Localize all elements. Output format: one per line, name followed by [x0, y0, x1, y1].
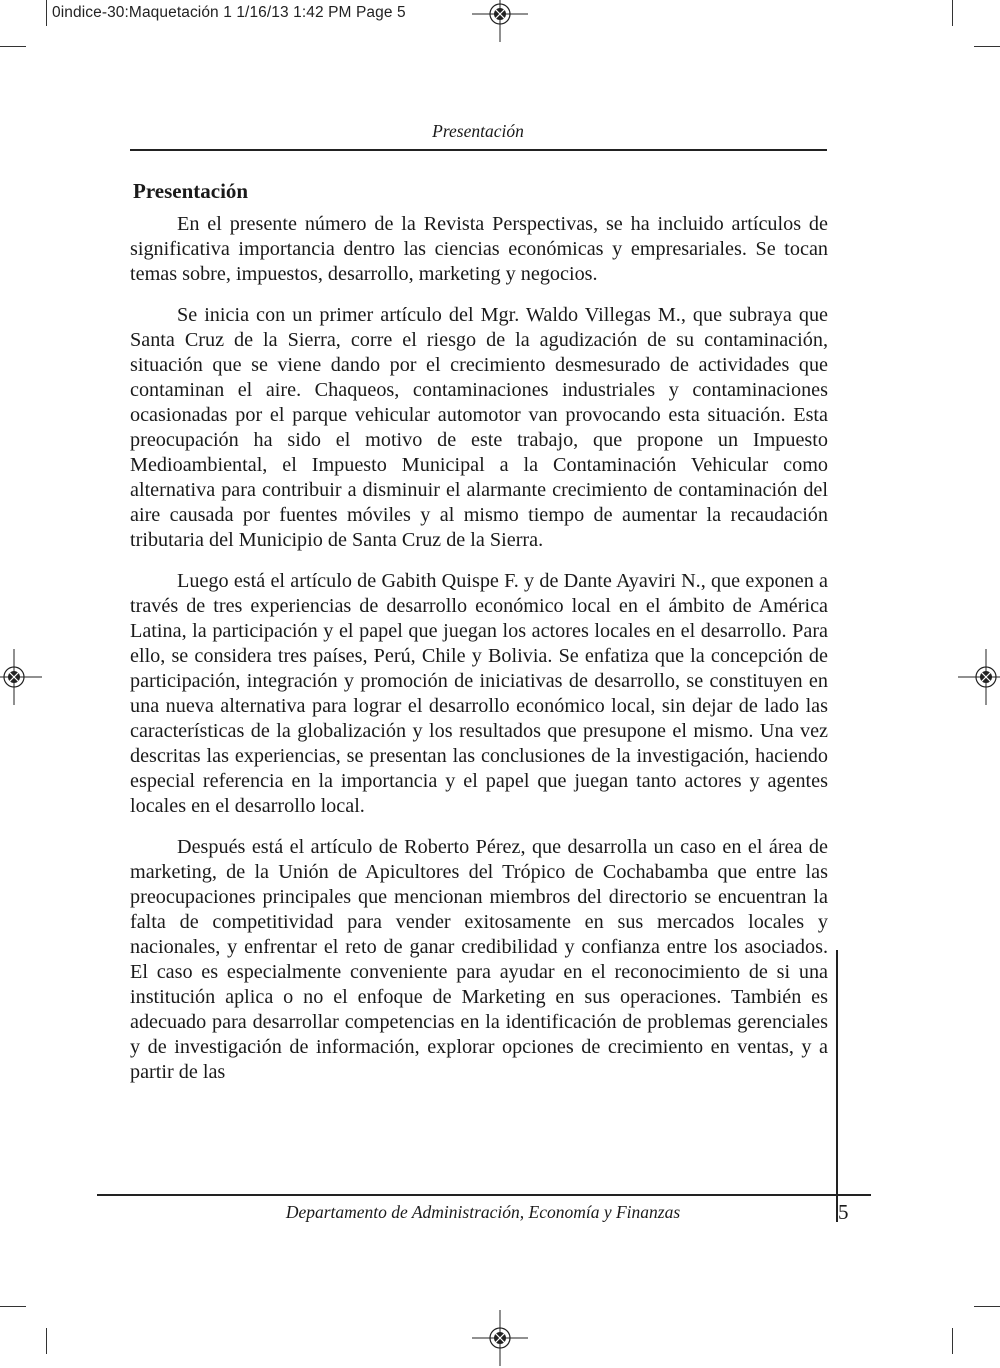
registration-mark-left-icon [0, 647, 44, 707]
paragraph-perez: Después está el artículo de Roberto Pérez, que desarrolla un caso en el área de marketing, de la Unión de Apicultores del Trópico de Cochabamba que entre las preocupaciones principales que mencionan miembros del directorio se encuentran la falta de competitividad para vender exitosamente en sus mercados locales y nacionales, y enfrentar el reto de ganar credibilidad y confianza entre los asociados. El caso es especialmente conveniente para ayudar en el reconocimiento de si una institución aplica o no el enfoque de Marketing en sus operaciones. También es adecuado para desarrollar competencias en la identificación de problemas gerenciales y de investigación de información, explorar opciones de crecimiento en ventas, y a partir de las [130, 836, 828, 1083]
crop-mark-top-left-vertical [46, 0, 47, 26]
registration-mark-right-icon [956, 647, 1000, 707]
crop-mark-bottom-right-vertical [952, 1328, 953, 1354]
footer-rule [97, 1194, 871, 1196]
page-number: 5 [838, 1200, 849, 1224]
paragraph-villegas: Se inicia con un primer artículo del Mgr. Waldo Villegas M., que subraya que Santa Cruz de la Sierra, corre el riesgo de la agudización de su contaminación, situación que se viene dando por el crecimiento desmesurado de actividades que contaminan el aire. Chaqueos, contaminaciones industriales y contaminaciones ocasionadas por el parque vehicular automotor van provocando esta situación. Esta preocupación ha sido el motivo de este trabajo, que propone un Impuesto Medioambiental, el Impuesto Municipal a la Contaminación Vehicular como alternativa para contribuir a disminuir el alarmante crecimiento de contaminación del aire causada por fuentes móviles y al mismo tiempo de aumentar la recaudación tributaria del Municipio de Santa Cruz de la Sierra. [130, 304, 828, 551]
footer-department: Departamento de Administración, Economía y Finanzas [285, 1202, 681, 1222]
crop-mark-bottom-right-horizontal [974, 1306, 1000, 1307]
crop-mark-top-right-horizontal [974, 46, 1000, 47]
crop-mark-bottom-left-horizontal [0, 1306, 26, 1307]
article-body [130, 176, 828, 1101]
printer-slug-line: 0indice-30:Maquetación 1 1/16/13 1:42 PM Page 5 [52, 4, 406, 21]
crop-mark-bottom-left-vertical [46, 1328, 47, 1354]
page-side-rule [836, 950, 838, 1222]
section-title: Presentación [133, 179, 249, 203]
paragraph-quispe-ayaviri: Luego está el artículo de Gabith Quispe F. y de Dante Ayaviri N., que exponen a través de tres experiencias de desarrollo económico local en el ámbito de América Latina, la participación y el papel que juegan los actores locales en el desarrollo. Para ello, se considera tres países, Perú, Chile y Bolivia. Se enfatiza que la concepción de participación, integración y promoción de iniciativas de desarrollo, se constituyen en una nueva alternativa para lograr el desarrollo económico local, sin dejar de lado las características de la globalización y los resultados que presupone el mismo. Una vez descritas las experiencias, se presentan las conclusiones de la investigación, haciendo especial referencia en la importancia y el papel que juegan tanto actores y agentes locales en el desarrollo local. [130, 570, 828, 817]
header-rule [130, 149, 827, 151]
running-head: Presentación [432, 121, 524, 141]
paragraph-intro: En el presente número de la Revista Perspectivas, se ha incluido artículos de significativa importancia dentro las ciencias económicas y empresariales. Se tocan temas sobre, impuestos, desarrollo, marketing y negocios. [130, 213, 828, 285]
registration-mark-bottom-icon [470, 1308, 530, 1368]
crop-mark-top-left-horizontal [0, 46, 26, 47]
crop-mark-top-right-vertical [952, 0, 953, 26]
registration-mark-top-icon [470, 0, 530, 44]
